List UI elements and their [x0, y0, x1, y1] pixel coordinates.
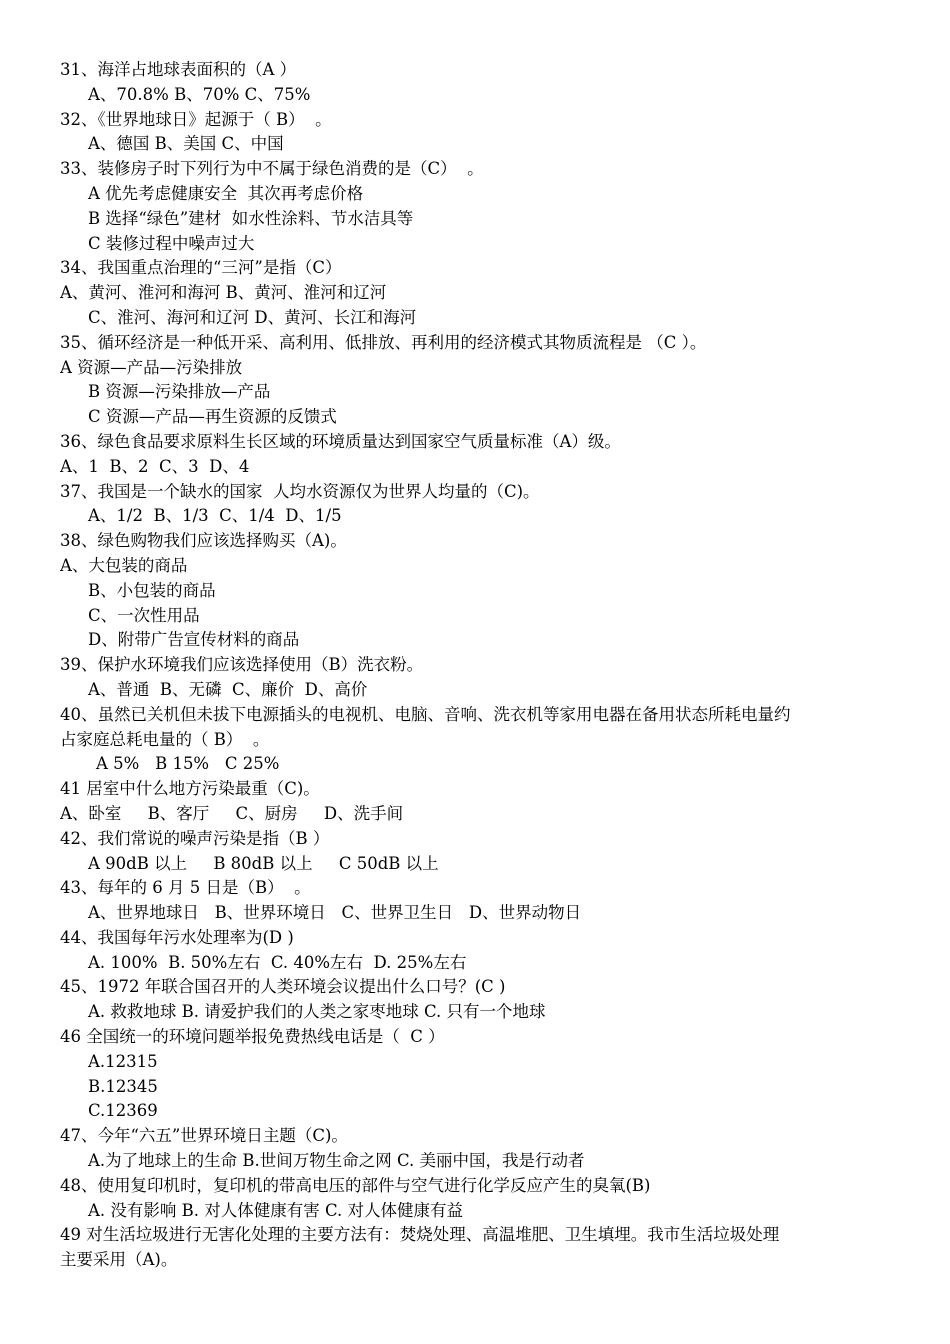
text-line: A、黄河、淮河和海河 B、黄河、淮河和辽河 [60, 283, 387, 303]
text-line: A. 救救地球 B. 请爱护我们的人类之家枣地球 C. 只有一个地球 [88, 1002, 546, 1022]
text-line: 42、我们常说的噪声污染是指（B ） [60, 828, 330, 848]
text-line: A、大包装的商品 [60, 555, 188, 575]
text-line: 占家庭总耗电量的（ B） 。 [60, 729, 270, 749]
text-line: A、1/2 B、1/3 C、1/4 D、1/5 [88, 506, 342, 526]
text-line: A.为了地球上的生命 B.世间万物生命之网 C. 美丽中国，我是行动者 [88, 1151, 585, 1171]
text-line: C、淮河、海河和辽河 D、黄河、长江和海河 [88, 307, 417, 327]
text-line: 40、虽然已关机但未拔下电源插头的电视机、电脑、音响、洗衣机等家用电器在备用状态所耗电量约 [60, 704, 791, 724]
text-line: 45、1972 年联合国召开的人类环境会议提出什么口号？(C ) [60, 977, 506, 997]
text-line: 43、每年的 6 月 5 日是（B） 。 [60, 878, 311, 898]
text-line: A. 没有影响 B. 对人体健康有害 C. 对人体健康有益 [88, 1200, 464, 1220]
text-line: A 90dB 以上 B 80dB 以上 C 50dB 以上 [88, 853, 439, 873]
text-line: 46 全国统一的环境问题举报免费热线电话是（ C ） [60, 1027, 445, 1047]
text-line: A、世界地球日 B、世界环境日 C、世界卫生日 D、世界动物日 [88, 903, 582, 923]
text-line: 31、海洋占地球表面积的（A ） [60, 60, 297, 79]
text-line: 39、保护水环境我们应该选择使用（B）洗衣粉。 [60, 655, 424, 675]
document-page [60, 58, 900, 1273]
text-line: A、卧室 B、客厅 C、厨房 D、洗手间 [60, 803, 404, 823]
text-line: C、一次性用品 [88, 605, 200, 625]
text-line: 主要采用（A)。 [60, 1250, 178, 1270]
text-line: A. 100% B. 50%左右 C. 40%左右 D. 25%左右 [88, 952, 467, 972]
text-line: B 资源—污染排放—产品 [88, 382, 271, 402]
text-line: A.12315 [88, 1051, 158, 1071]
text-line: A、德国 B、美国 C、中国 [88, 134, 284, 154]
text-line: 33、装修房子时下列行为中不属于绿色消费的是（C） 。 [60, 159, 484, 179]
text-line: A、1 B、2 C、3 D、4 [60, 456, 250, 476]
text-line: 34、我国重点治理的“三河”是指（C） [60, 258, 342, 278]
text-line: C 资源—产品—再生资源的反馈式 [88, 407, 337, 427]
text-line: 47、今年“六五”世界环境日主题（C)。 [60, 1126, 348, 1146]
text-line: 41 居室中什么地方污染最重（C)。 [60, 779, 320, 799]
text-line: B.12345 [88, 1076, 158, 1096]
text-line: 36、绿色食品要求原料生长区域的环境质量达到国家空气质量标准（A）级。 [60, 431, 621, 451]
text-line: 35、循环经济是一种低开采、高利用、低排放、再利用的经济模式其物质流程是 （C ）。 [60, 332, 707, 352]
text-line: A、70.8% B、70% C、75% [88, 84, 311, 104]
text-line: A、普通 B、无磷 C、廉价 D、高价 [88, 679, 368, 699]
text-line: 38、绿色购物我们应该选择购买（A)。 [60, 531, 347, 551]
text-line: B、小包装的商品 [88, 580, 216, 600]
text-line: A 优先考虑健康安全 其次再考虑价格 [88, 183, 364, 203]
text-line: 32、《世界地球日》起源于（ B） 。 [60, 109, 332, 129]
text-line: 37、我国是一个缺水的国家 人均水资源仅为世界人均量的（C)。 [60, 481, 540, 501]
text-line: C 装修过程中噪声过大 [88, 233, 255, 253]
text-line: 44、我国每年污水处理率为(D ) [60, 927, 294, 947]
text-line: D、附带广告宣传材料的商品 [88, 630, 300, 650]
text-line: A 资源—产品—污染排放 [60, 357, 243, 377]
text-line: B 选择“绿色”建材 如水性涂料、节水洁具等 [88, 208, 414, 228]
text-line: 49 对生活垃圾进行无害化处理的主要方法有：焚烧处理、高温堆肥、卫生填埋。我市生活垃圾处理 [60, 1225, 780, 1245]
text-line: C.12369 [88, 1101, 158, 1121]
text-line: A 5% B 15% C 25% [96, 754, 280, 774]
text-line: 48、使用复印机时，复印机的带高电压的部件与空气进行化学反应产生的臭氧(B) [60, 1175, 651, 1195]
